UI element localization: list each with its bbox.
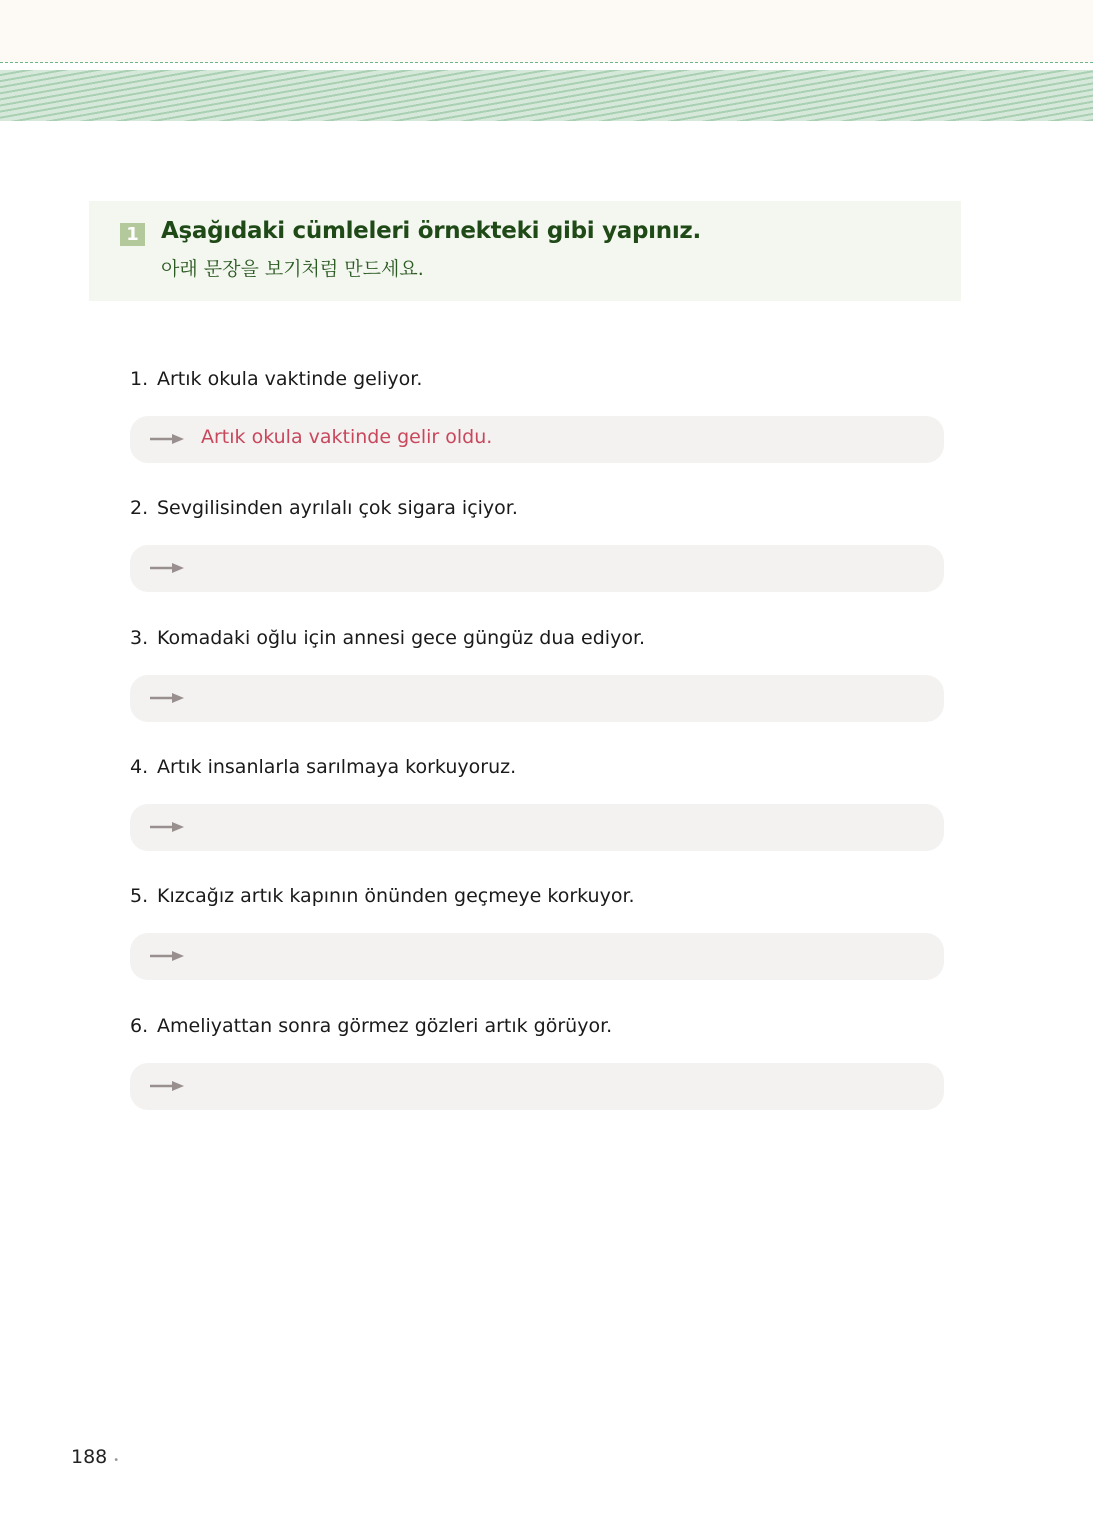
item-sentence: Artık insanlarla sarılmaya korkuyoruz. xyxy=(157,755,517,778)
exercise-item xyxy=(130,627,645,649)
exercise-subtitle: 아래 문장을 보기처럼 만드세요. xyxy=(161,258,424,280)
item-sentence: Kızcağız artık kapının önünden geçmeye korkuyor. xyxy=(157,885,635,908)
exercise-title: Aşağıdaki cümleleri örnekteki gibi yapınız. xyxy=(161,218,701,244)
item-sentence: Artık okula vaktinde geliyor. xyxy=(157,368,423,390)
answer-field[interactable] xyxy=(130,933,944,980)
item-sentence: Komadaki oğlu için annesi gece güngüz dua ediyor. xyxy=(157,626,646,649)
arrow-right-icon xyxy=(150,563,184,573)
item-number: 4. xyxy=(130,755,149,778)
arrow-right-icon xyxy=(150,1081,184,1091)
header-band xyxy=(0,0,1093,62)
exercise-number-badge: 1 xyxy=(120,223,145,246)
answer-field[interactable] xyxy=(130,804,944,851)
arrow-right-icon xyxy=(150,434,184,444)
item-number: 6. xyxy=(130,1014,149,1037)
item-number: 2. xyxy=(130,497,149,520)
exercise-header xyxy=(89,201,961,301)
page-number: 188 • xyxy=(71,1446,120,1468)
answer-field[interactable] xyxy=(130,416,944,463)
striped-banner xyxy=(0,70,1093,121)
item-sentence: Ameliyattan sonra görmez gözleri artık görüyor. xyxy=(157,1014,613,1037)
exercise-item xyxy=(130,368,422,390)
answer-field[interactable] xyxy=(130,545,944,592)
item-sentence: Sevgilisinden ayrılalı çok sigara içiyor. xyxy=(157,497,518,520)
exercise-item xyxy=(130,497,518,519)
arrow-right-icon xyxy=(150,951,184,961)
item-number: 3. xyxy=(130,626,149,649)
item-number: 1. xyxy=(130,368,149,390)
arrow-right-icon xyxy=(150,822,184,832)
exercise-item xyxy=(130,885,635,907)
exercise-item xyxy=(130,756,516,778)
item-number: 5. xyxy=(130,885,149,908)
dashed-divider xyxy=(0,62,1093,63)
arrow-right-icon xyxy=(150,693,184,703)
exercise-item xyxy=(130,1015,612,1037)
answer-text: Artık okula vaktinde gelir oldu. xyxy=(201,426,493,448)
answer-field[interactable] xyxy=(130,1063,944,1110)
answer-field[interactable] xyxy=(130,675,944,722)
